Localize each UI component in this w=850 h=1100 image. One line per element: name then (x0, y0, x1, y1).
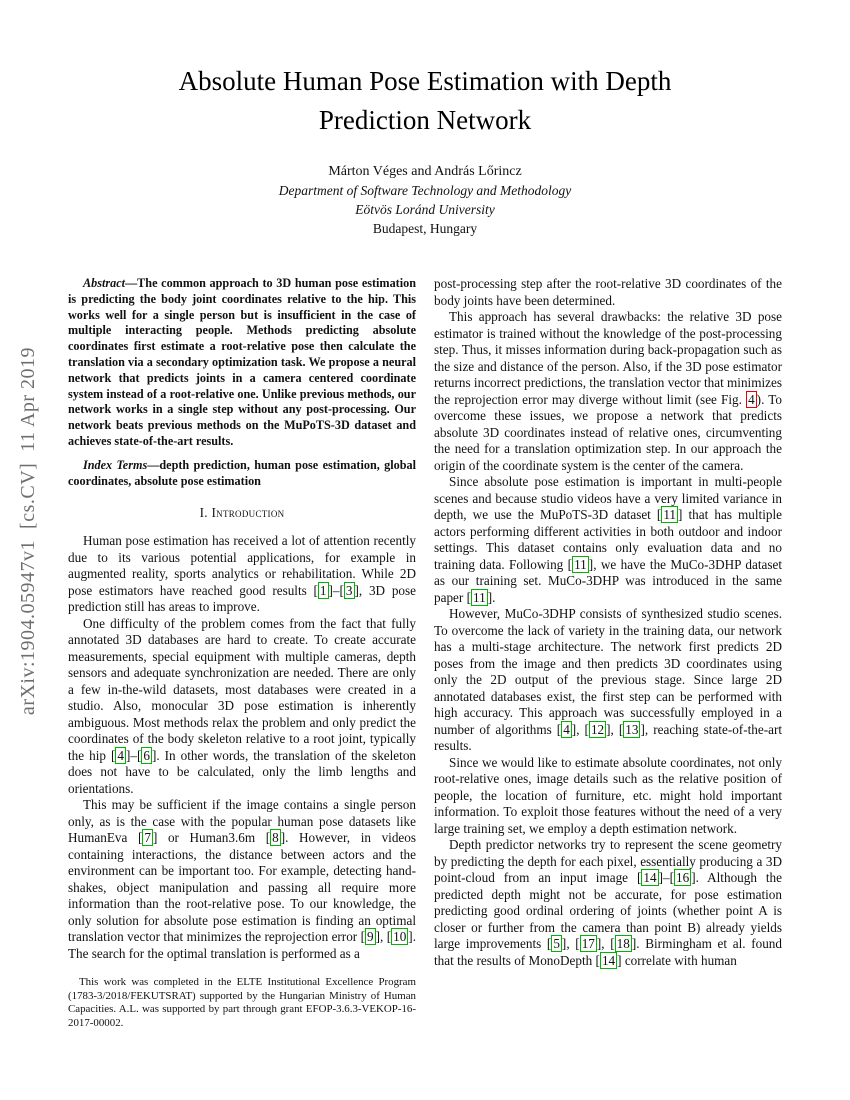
citation-link[interactable]: 6 (143, 747, 150, 763)
citation-link[interactable]: 17 (581, 936, 595, 951)
citation-link[interactable]: 14 (601, 952, 616, 968)
paragraph: This approach has several drawbacks: the relative 3D pose estimator is trained without the knowledge of the post-processing step. Thus, it misses information during back-propagation such as the size and distance of the person. Also, if the 3D pose estimator returns incorrect predictions, the translation vector that minimizes the reprojection error may diverge without limit (see Fig. 4 ). To overcome these issues, we propose a network that predicts absolute 3D coordinates instead of relative ones, circumventing the need for a translation optimization step. In our approach the origin of the coordinate system is the center of the camera. (434, 309, 782, 473)
paragraph: One difficulty of the problem comes from the fact that fully annotated 3D databases are hard to create. To create accurate measurements, special equipment with multiple cameras, depth sensors and adequate synchronization are needed. There are only a few in-the-wild datasets, most databases were created in a studio. Also, monocular 3D pose estimation is inherently ambiguous. Most methods relax the problem and only predict the coordinates of the body skeleton relative to a root joint, typically the hip [ 4 ]–[ 6 ]. In other words, the translation of the skeleton does not have to be calculated, only the limb lengths and orientations. (68, 615, 417, 796)
paper-title (0, 62, 850, 140)
author-city: Budapest, Hungary (372, 221, 478, 236)
title-block (0, 62, 850, 140)
citation-link[interactable]: 4 (563, 721, 570, 737)
citation-link[interactable]: 11 (574, 556, 587, 572)
arxiv-stamp: arXiv:1904.05947v1 [cs.CV] 11 Apr 2019 (17, 346, 39, 716)
abstract-dash: — (124, 276, 138, 290)
citation-link[interactable]: 5 (553, 936, 560, 951)
citation-link[interactable]: 8 (272, 830, 279, 846)
citation-link[interactable]: 10 (393, 929, 407, 945)
paragraph: Depth predictor networks try to represent the scene geometry by predicting the depth for each pixel, essentially producing a 3D point-cloud from an input image [ 14 ]–[ 16 ]. Although the predicted depth might not be accurate, for pose estimation predicting good ordinal ordering of joints (whether point A is closer or further from the camera than point B) already yields large improvements [ 5 ], [ 17 ], [ 18 ]. Birmingham et al. found that the results of MonoDepth [ 14 ] correlate with human (434, 837, 783, 968)
citation-link[interactable]: 16 (676, 870, 690, 885)
index-terms-dash: — (147, 457, 160, 472)
index-terms-text: depth prediction, human pose estimation, global coordinates, absolute pose estimation (68, 457, 416, 488)
section-heading-introduction: I. Introduction (199, 505, 285, 521)
citation-link[interactable]: 4 (117, 747, 124, 763)
abstract-text: The common approach to 3D human pose estimation is predicting the body joint coordinates relative to the hip. This works well for a single person but is insufficient in the case of multiple interacting people. Methods predicting absolute coordinates first estimate a root-relative pose then calculate the translation via a secondary optimization task. We propose a neural network that predicts joints in a camera centered coordinate system instead of a root-relative one. Unlike previous methods, our network works in a single step without any post-processing. Our network beats previous methods on the MuPoTS-3D dataset and achieves state-of-the-art results. (68, 276, 416, 448)
citation-link[interactable]: 12 (590, 721, 605, 737)
right-column (434, 276, 782, 1030)
citation-link[interactable]: 3 (345, 582, 353, 598)
citation-link[interactable]: 14 (643, 870, 657, 885)
paragraph: Human pose estimation has received a lot of attention recently due to its various potential applications, for example in augmented reality, sports analytics or rehabilitation. While 2D pose estimators have reached good results [ 1 ]–[ 3 ], 3D pose prediction still has areas to improve. (68, 533, 416, 615)
paper-title-line-1: Absolute Human Pose Estimation with Depth (178, 66, 672, 96)
paragraph: Since absolute pose estimation is important in multi-people scenes and because studio videos have a very limited variance in depth, we use the MuPoTS-3D dataset [ 11 ] that has multiple actors performing different activities in both outdoor and indoor settings. This dataset contains only evaluation data and no training data. Following [ 11 ], we have the MuCo-3DHP dataset as our training set. MuCo-3DHP was introduced in the same paper [ 11 ]. (434, 474, 782, 605)
citation-link[interactable]: 11 (663, 507, 677, 522)
citation-link[interactable]: 13 (625, 721, 639, 737)
citation-link[interactable]: 1 (319, 582, 327, 598)
paragraph: This may be sufficient if the image contains a single person only, as is the case with the popular human pose datasets like HumanEva [ 7 ] or Human3.6m [ 8 ]. However, in videos containing interactions, the distance between actors and the environment can be important too. For example, detecting hand-shakes, object manipulation and passing all require more information than the root-relative pose. To our knowledge, the only solution for absolute pose estimation is finding an optimal translation vector that minimizes the reprojection error [ 9 ], [ 10 ]. The search for the optimal translation is performed as a (68, 797, 416, 961)
citation-link[interactable]: 11 (473, 589, 486, 605)
paper-title-line-2: Prediction Network (318, 105, 532, 135)
citation-link[interactable]: 7 (144, 830, 151, 846)
left-column (68, 276, 416, 1030)
figure-ref-link[interactable]: 4 (748, 391, 755, 407)
citation-link[interactable]: 18 (616, 936, 630, 951)
two-column-body (0, 276, 850, 1030)
index-terms-lead: Index Terms (83, 457, 148, 472)
paragraph: post-processing step after the root-relative 3D coordinates of the body joints have been determined. (434, 276, 782, 308)
paragraph: Since we would like to estimate absolute coordinates, not only root-relative ones, image details such as the relative position of people, the location of furniture, etc. might hold important information. To exploit those features without the need of a very large training set, we employ a depth estimation network. (434, 754, 782, 836)
index-terms (68, 458, 416, 490)
author-university: Eötvös Loránd University (355, 202, 495, 217)
abstract (68, 276, 416, 450)
author-department: Department of Software Technology and Methodology (278, 183, 572, 198)
thanks-footnote: This work was completed in the ELTE Institutional Excellence Program (1783-3/2018/FEKUTSRAT) supported by the Hungarian Ministry of Human Capacities. A.L. was supported by part through grant EFOP-3.6.3-VEKOP-16-2017-00002. (68, 976, 416, 1029)
authors-block (0, 162, 850, 238)
abstract-lead: Abstract (83, 276, 125, 290)
citation-link[interactable]: 9 (367, 929, 374, 945)
author-names: Márton Véges and András Lőrincz (328, 164, 522, 179)
paragraph: However, MuCo-3DHP consists of synthesized studio scenes. To overcome the lack of variety in the training data, our network has a multi-stage architecture. The network first predicts 2D poses from the image and then predicts 3D coordinates using only the 2D output of the previous stage. Since large 2D annotated databases exist, the first step can be performed with high accuracy. This approach was successfully employed in a number of algorithms [ 4 ], [ 12 ], [ 13 ], reaching state-of-the-art results. (434, 606, 783, 753)
